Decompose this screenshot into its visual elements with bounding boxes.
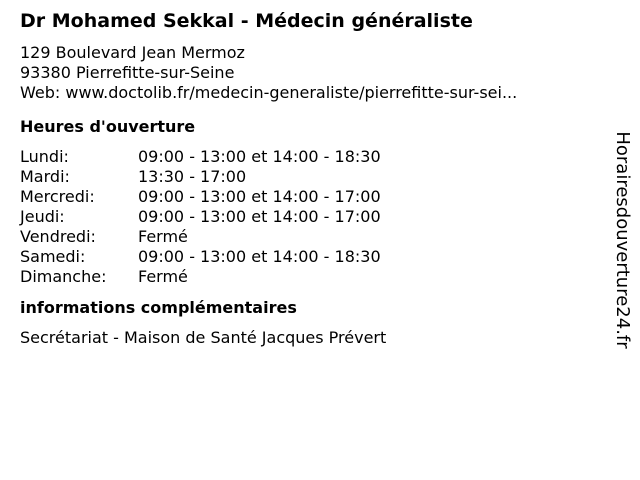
hours-row-sunday <box>20 267 600 287</box>
site-watermark: Horairesdouverture24.fr <box>612 131 633 349</box>
website-link[interactable]: Web: www.doctolib.fr/medecin-generaliste/pierrefitte-sur-sei... <box>20 83 518 102</box>
day-label: Vendredi: <box>20 227 96 246</box>
address-block <box>20 43 600 103</box>
day-label: Mercredi: <box>20 187 95 206</box>
business-card <box>20 9 600 348</box>
address-city: 93380 Pierrefitte-sur-Seine <box>20 63 235 82</box>
day-label: Samedi: <box>20 247 86 266</box>
hours-row-wednesday <box>20 187 600 207</box>
additional-info-text: Secrétariat - Maison de Santé Jacques Prévert <box>20 328 387 347</box>
hours-row-monday <box>20 147 600 167</box>
hours-value: Fermé <box>138 227 188 246</box>
hours-value: 09:00 - 13:00 et 14:00 - 17:00 <box>138 207 381 226</box>
day-label: Mardi: <box>20 167 70 186</box>
day-label: Dimanche: <box>20 267 107 286</box>
hours-row-tuesday <box>20 167 600 187</box>
hours-row-friday <box>20 227 600 247</box>
opening-hours-heading: Heures d'ouverture <box>20 117 196 136</box>
day-label: Jeudi: <box>20 207 65 226</box>
page-title: Dr Mohamed Sekkal - Médecin généraliste <box>20 10 473 32</box>
hours-value: Fermé <box>138 267 188 286</box>
opening-hours-table <box>20 147 600 287</box>
address-street: 129 Boulevard Jean Mermoz <box>20 43 245 62</box>
hours-value: 09:00 - 13:00 et 14:00 - 17:00 <box>138 187 381 206</box>
additional-info-heading: informations complémentaires <box>20 298 297 317</box>
hours-row-saturday <box>20 247 600 267</box>
hours-value: 09:00 - 13:00 et 14:00 - 18:30 <box>138 147 381 166</box>
hours-value: 13:30 - 17:00 <box>138 167 247 186</box>
hours-value: 09:00 - 13:00 et 14:00 - 18:30 <box>138 247 381 266</box>
day-label: Lundi: <box>20 147 69 166</box>
hours-row-thursday <box>20 207 600 227</box>
